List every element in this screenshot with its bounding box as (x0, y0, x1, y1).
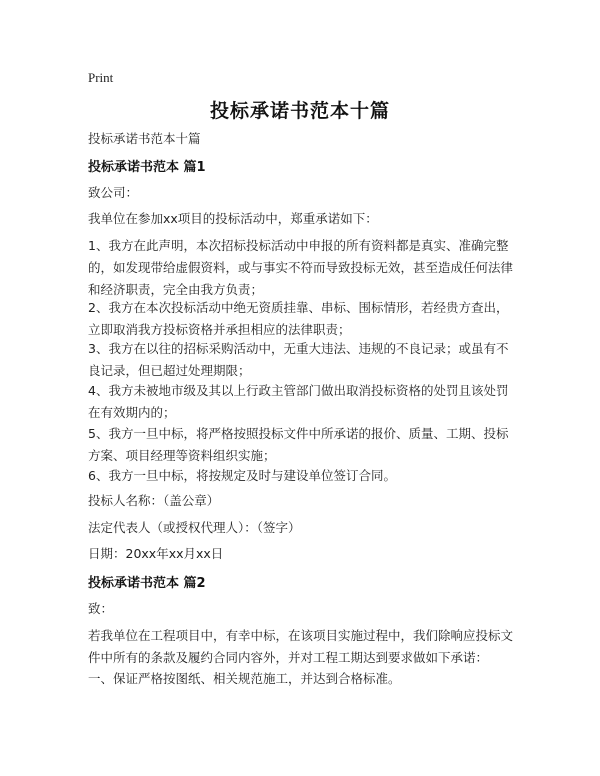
section-1-heading: 投标承诺书范本 篇1 (88, 160, 206, 175)
section-1-paragraph: 2、我方在本次投标活动中绝无资质挂靠、串标、围标情形，若经贵方查出，立即取消我方投标资格并承担相应的法律职责； (88, 300, 509, 337)
document-subtitle: 投标承诺书范本十篇 (88, 131, 201, 146)
section-1-paragraph: 日期：20xx年xx月xx日 (88, 546, 224, 561)
section-1-paragraph: 1、我方在此声明，本次招标投标活动中申报的所有资料都是真实、准确完整的，如发现带给虚假资料，或与事实不符而导致投标无效，甚至造成任何法律和经济职责，完全由我方负责； (88, 238, 514, 297)
section-1-paragraph: 6、我方一旦中标，将按规定及时与建设单位签订合同。 (88, 468, 396, 483)
section-1-paragraph: 致公司： (88, 185, 139, 200)
section-1-paragraph: 投标人名称：（盖公章） (88, 493, 220, 508)
section-1-paragraph: 我单位在参加xx项目的投标活动中，郑重承诺如下： (88, 211, 378, 226)
section-2-heading: 投标承诺书范本 篇2 (88, 576, 206, 591)
document-title: 投标承诺书范本十篇 (209, 100, 390, 122)
section-1-paragraph: 5、我方一旦中标，将严格按照投标文件中所承诺的报价、质量、工期、投标方案、项目经理等资料组织实施； (88, 426, 509, 463)
section-2-paragraph: 若我单位在工程项目中，有幸中标，在该项目实施过程中，我们除响应投标文件中所有的条款及履约合同内容外，并对工程工期达到要求做如下承诺： (88, 628, 514, 665)
section-2-paragraph: 致： (88, 601, 114, 616)
section-1-paragraph: 4、我方未被地市级及其以上行政主管部门做出取消投标资格的处罚且该处罚在有效期内的； (88, 383, 509, 420)
print-label: Print (88, 70, 114, 85)
section-1-paragraph: 3、我方在以往的招标采购活动中，无重大违法、违规的不良记录；或虽有不良记录，但已超过处理期限； (88, 341, 509, 378)
section-1-paragraph: 法定代表人（或授权代理人）：（签字） (88, 520, 301, 535)
section-2-paragraph: 一、保证严格按图纸、相关规范施工，并达到合格标准。 (88, 671, 401, 686)
